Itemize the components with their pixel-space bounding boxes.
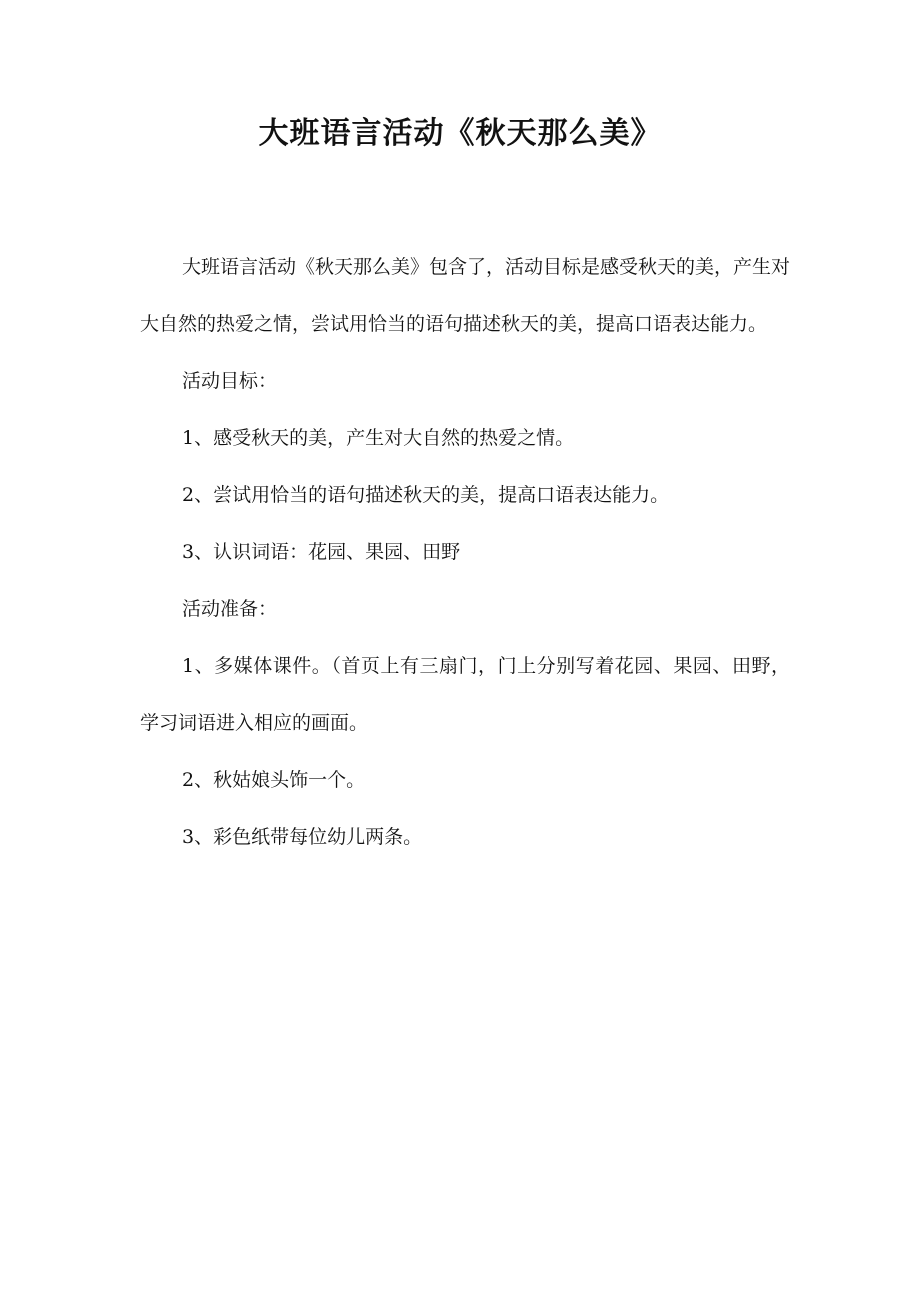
prep-item-3: 3、彩色纸带每位幼儿两条。 xyxy=(182,826,423,848)
prep-item-1: 1、多媒体课件。（首页上有三扇门，门上分别写着花园、果园、田野，学习词语进入相应的画面。 xyxy=(140,655,790,734)
goal-item-2: 2、尝试用恰当的语句描述秋天的美，提高口语表达能力。 xyxy=(182,484,670,506)
intro-paragraph: 大班语言活动《秋天那么美》包含了，活动目标是感受秋天的美，产生对大自然的热爱之情，尝试用恰当的语句描述秋天的美，提高口语表达能力。 xyxy=(140,256,791,335)
document-title: 大班语言活动《秋天那么美》 xyxy=(258,116,662,151)
prep-heading: 活动准备： xyxy=(182,598,278,620)
document-body xyxy=(140,239,790,866)
goals-heading: 活动目标： xyxy=(182,370,278,392)
prep-item-2: 2、秋姑娘头饰一个。 xyxy=(182,769,366,791)
goal-item-3: 3、认识词语：花园、果园、田野 xyxy=(182,541,461,563)
goal-item-1: 1、感受秋天的美，产生对大自然的热爱之情。 xyxy=(182,427,575,449)
